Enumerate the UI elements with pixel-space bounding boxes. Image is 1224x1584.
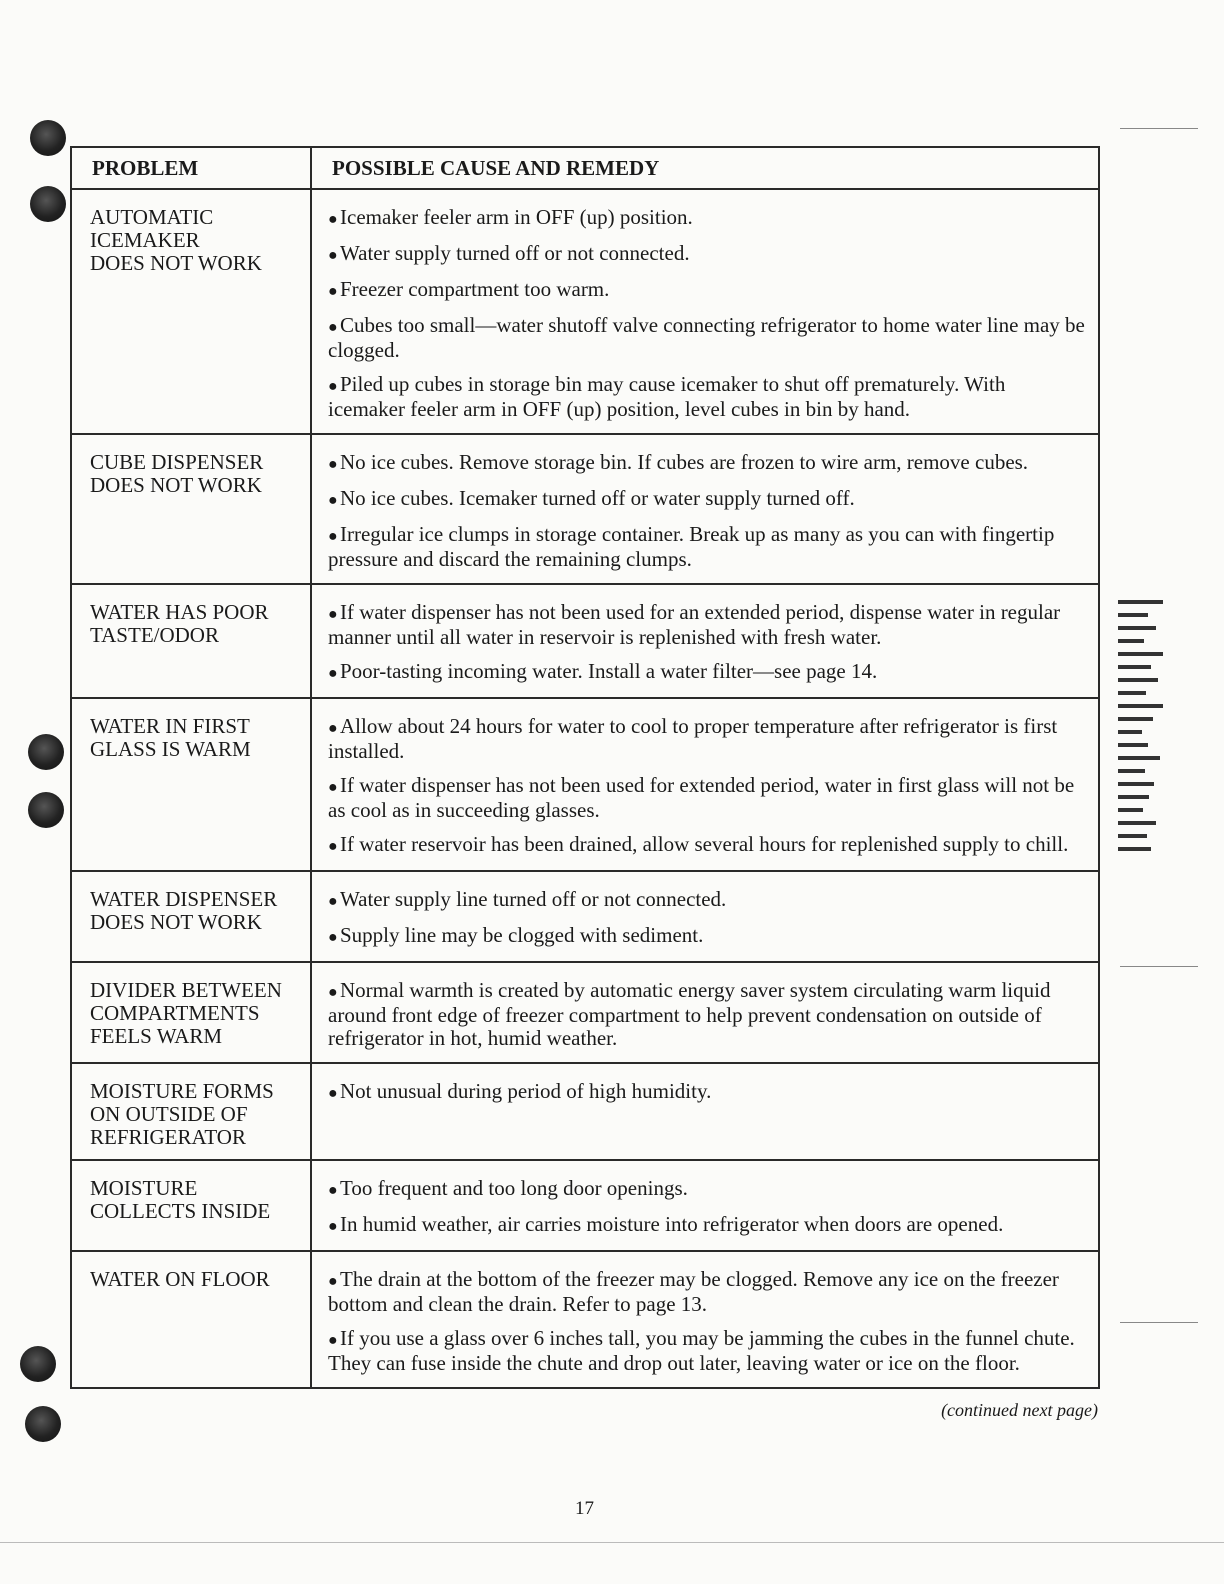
table-row xyxy=(71,962,1099,1063)
bullet-icon: ● xyxy=(328,606,338,623)
table-row xyxy=(71,434,1099,584)
remedy-item xyxy=(328,314,1086,362)
table-row xyxy=(71,189,1099,434)
scan-edge-line xyxy=(1120,1322,1198,1323)
remedy-item xyxy=(328,1080,1086,1105)
remedy-text: Water supply line turned off or not connected. xyxy=(340,887,727,911)
remedy-text: If you use a glass over 6 inches tall, you may be jamming the cubes in the funnel chute. They can fuse inside the chute and drop out later, leaving water or ice on the floor. xyxy=(328,1326,1075,1375)
remedy-cell xyxy=(311,1251,1099,1388)
remedy-cell xyxy=(311,434,1099,584)
binder-hole xyxy=(28,792,64,828)
bullet-icon: ● xyxy=(328,378,338,395)
bullet-icon: ● xyxy=(328,492,338,509)
bullet-icon: ● xyxy=(328,1332,338,1349)
remedy-cell xyxy=(311,1063,1099,1160)
remedy-item xyxy=(328,1327,1086,1375)
binder-hole xyxy=(20,1346,56,1382)
continued-note: (continued next page) xyxy=(941,1400,1098,1420)
binder-hole xyxy=(30,120,66,156)
binder-hole xyxy=(25,1406,61,1442)
scan-edge-line xyxy=(0,1542,1224,1543)
remedy-item xyxy=(328,523,1086,571)
bullet-icon: ● xyxy=(328,283,338,300)
remedy-item xyxy=(328,924,1086,949)
remedy-text: No ice cubes. Icemaker turned off or water supply turned off. xyxy=(340,486,855,510)
table-row xyxy=(71,698,1099,871)
remedy-item xyxy=(328,206,1086,231)
remedy-cell xyxy=(311,698,1099,871)
troubleshooting-table xyxy=(70,146,1100,1389)
remedy-text: No ice cubes. Remove storage bin. If cubes are frozen to wire arm, remove cubes. xyxy=(340,450,1029,474)
table-row xyxy=(71,1251,1099,1388)
bullet-icon: ● xyxy=(328,893,338,910)
binder-hole xyxy=(30,186,66,222)
bullet-icon: ● xyxy=(328,720,338,737)
remedy-text: Poor-tasting incoming water. Install a water filter—see page 14. xyxy=(340,659,878,683)
problem-cell: WATER HAS POOR TASTE/ODOR xyxy=(71,584,311,698)
bullet-icon: ● xyxy=(328,319,338,336)
problem-cell: MOISTURE COLLECTS INSIDE xyxy=(71,1160,311,1251)
remedy-text: Freezer compartment too warm. xyxy=(340,277,610,301)
remedy-item xyxy=(328,774,1086,822)
problem-cell: WATER IN FIRST GLASS IS WARM xyxy=(71,698,311,871)
remedy-text: If water reservoir has been drained, allow several hours for replenished supply to chill. xyxy=(340,832,1069,856)
bullet-icon: ● xyxy=(328,456,338,473)
remedy-item xyxy=(328,601,1086,649)
binder-hole xyxy=(28,734,64,770)
remedy-text: Supply line may be clogged with sediment. xyxy=(340,923,704,947)
remedy-cell xyxy=(311,962,1099,1063)
remedy-cell xyxy=(311,1160,1099,1251)
remedy-text: Piled up cubes in storage bin may cause icemaker to shut off prematurely. With icemaker feeler arm in OFF (up) position, level cubes in bin by hand. xyxy=(328,372,1006,421)
table-row xyxy=(71,584,1099,698)
remedy-text: Water supply turned off or not connected. xyxy=(340,241,690,265)
page-number: 17 xyxy=(575,1498,594,1519)
bullet-icon: ● xyxy=(328,528,338,545)
remedy-item xyxy=(328,979,1086,1050)
table-header-row xyxy=(71,147,1099,189)
remedy-item xyxy=(328,660,1086,685)
remedy-item xyxy=(328,487,1086,512)
remedy-item xyxy=(328,242,1086,267)
remedy-item xyxy=(328,1177,1086,1202)
table-row xyxy=(71,871,1099,962)
remedy-text: Normal warmth is created by automatic energy saver system circulating warm liquid around front edge of freezer compartment to help prevent condensation on outside of refrigerator in hot, humid weather. xyxy=(328,978,1051,1050)
bullet-icon: ● xyxy=(328,1182,338,1199)
bullet-icon: ● xyxy=(328,1273,338,1290)
remedy-item xyxy=(328,1213,1086,1238)
bullet-icon: ● xyxy=(328,247,338,264)
remedy-cell xyxy=(311,871,1099,962)
remedy-text: Not unusual during period of high humidity. xyxy=(340,1079,712,1103)
remedy-text: The drain at the bottom of the freezer may be clogged. Remove any ice on the freezer bottom and clean the drain. Refer to page 13. xyxy=(328,1267,1059,1316)
remedy-text: Irregular ice clumps in storage container. Break up as many as you can with fingertip pressure and discard the remaining clumps. xyxy=(328,522,1055,571)
remedy-text: Icemaker feeler arm in OFF (up) position. xyxy=(340,205,693,229)
remedy-text: Cubes too small—water shutoff valve connecting refrigerator to home water line may be clogged. xyxy=(328,313,1085,362)
remedy-item xyxy=(328,451,1086,476)
remedy-item xyxy=(328,833,1086,858)
problem-column-header: PROBLEM xyxy=(71,147,311,189)
remedy-cell xyxy=(311,189,1099,434)
remedy-text: Allow about 24 hours for water to cool to proper temperature after refrigerator is first installed. xyxy=(328,714,1058,763)
margin-scan-marks xyxy=(1118,600,1163,860)
problem-cell: CUBE DISPENSER DOES NOT WORK xyxy=(71,434,311,584)
bullet-icon: ● xyxy=(328,984,338,1001)
remedy-item xyxy=(328,715,1086,763)
remedy-text: Too frequent and too long door openings. xyxy=(340,1176,688,1200)
remedy-text: In humid weather, air carries moisture into refrigerator when doors are opened. xyxy=(340,1212,1004,1236)
bullet-icon: ● xyxy=(328,1085,338,1102)
bullet-icon: ● xyxy=(328,1218,338,1235)
remedy-text: If water dispenser has not been used for extended period, water in first glass will not be as cool as in succeeding glasses. xyxy=(328,773,1075,822)
problem-cell: AUTOMATIC ICEMAKER DOES NOT WORK xyxy=(71,189,311,434)
scan-edge-line xyxy=(1120,128,1198,129)
bullet-icon: ● xyxy=(328,211,338,228)
problem-cell: WATER DISPENSER DOES NOT WORK xyxy=(71,871,311,962)
table-body xyxy=(71,189,1099,1388)
scan-edge-line xyxy=(1120,966,1198,967)
problem-cell: DIVIDER BETWEEN COMPARTMENTS FEELS WARM xyxy=(71,962,311,1063)
table-row xyxy=(71,1063,1099,1160)
bullet-icon: ● xyxy=(328,779,338,796)
bullet-icon: ● xyxy=(328,929,338,946)
problem-cell: WATER ON FLOOR xyxy=(71,1251,311,1388)
problem-cell: MOISTURE FORMS ON OUTSIDE OF REFRIGERATOR xyxy=(71,1063,311,1160)
bullet-icon: ● xyxy=(328,665,338,682)
remedy-column-header: POSSIBLE CAUSE AND REMEDY xyxy=(311,147,1099,189)
remedy-item xyxy=(328,373,1086,421)
remedy-text: If water dispenser has not been used for an extended period, dispense water in regular manner until all water in reservoir is replenished with fresh water. xyxy=(328,600,1061,649)
bullet-icon: ● xyxy=(328,838,338,855)
remedy-item xyxy=(328,1268,1086,1316)
remedy-item xyxy=(328,888,1086,913)
remedy-item xyxy=(328,278,1086,303)
remedy-cell xyxy=(311,584,1099,698)
table-row xyxy=(71,1160,1099,1251)
